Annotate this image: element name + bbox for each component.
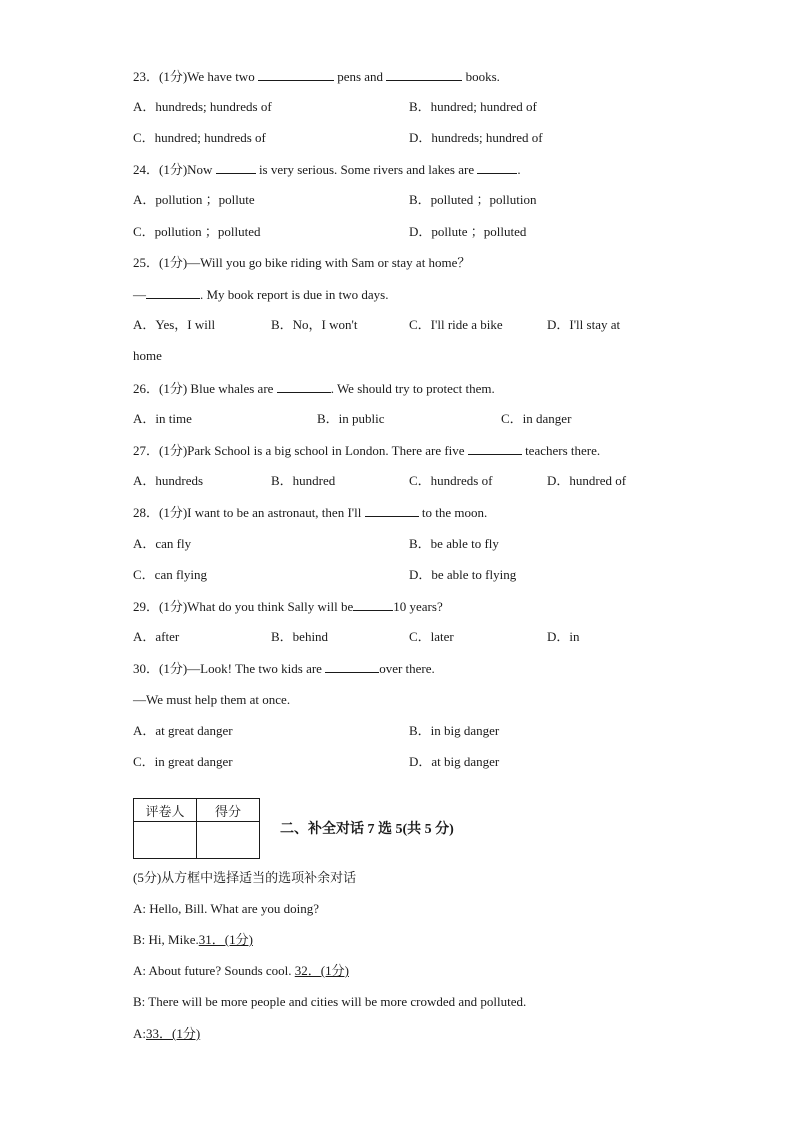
question-text: books. [465, 69, 500, 84]
option-c: C．can flying [133, 567, 208, 582]
option-a: A．Yes，I will [133, 317, 216, 332]
option-d: D．I'll stay at [547, 317, 621, 332]
option-a: A．hundreds; hundreds of [133, 99, 272, 114]
option-d: D．hundreds; hundred of [409, 130, 543, 145]
question-27 [133, 440, 600, 460]
answer-blank [146, 284, 200, 299]
dialog-text: A: [133, 1026, 146, 1041]
dialog-line [133, 961, 349, 981]
question-text: pens and [337, 69, 384, 84]
dialog-line [133, 930, 253, 950]
answer-blank [477, 159, 517, 174]
option-b: B．polluted ；pollution [409, 192, 537, 207]
question-29 [133, 596, 443, 616]
option-c: C．later [409, 629, 454, 644]
question-text: over there. [379, 661, 435, 676]
question-stem: 28．(1分)I want to be an astronaut, then I'll [133, 505, 362, 520]
question-text: . [517, 162, 521, 177]
answer-blank [277, 378, 331, 393]
question-25-line2 [133, 284, 388, 304]
question-text: . My book report is due in two days. [200, 287, 389, 302]
answer-blank [386, 66, 462, 81]
question-30-line2: —We must help them at once. [133, 692, 291, 707]
option-d: D．hundred of [547, 473, 627, 488]
option-b: B．No，I won't [271, 317, 358, 332]
option-c: C．hundreds of [409, 473, 493, 488]
dialog-line [133, 992, 526, 1012]
question-30 [133, 658, 435, 678]
option-b: B．in public [317, 411, 385, 426]
dialog-text: A: Hello, Bill. What are you doing? [133, 901, 320, 916]
answer-blank [216, 159, 256, 174]
option-a: A．pollution ；pollute [133, 192, 255, 207]
option-b: B．hundred; hundred of [409, 99, 537, 114]
question-text: 10 years? [393, 599, 443, 614]
option-c: C．hundred; hundreds of [133, 130, 266, 145]
question-text: — [133, 287, 146, 302]
option-a: A．hundreds [133, 473, 204, 488]
grader-header: 评卷人 [134, 799, 197, 822]
question-24 [133, 159, 521, 179]
question-stem: 30．(1分)—Look! The two kids are [133, 661, 322, 676]
option-b: B．hundred [271, 473, 336, 488]
section-instruction: (5分)从方框中选择适当的选项补余对话 [133, 870, 357, 885]
question-stem: 27．(1分)Park School is a big school in London. There are five [133, 443, 465, 458]
answer-blank [325, 658, 379, 673]
option-a: A．after [133, 629, 180, 644]
answer-blank [353, 596, 393, 611]
question-stem: 29．(1分)What do you think Sally will be [133, 599, 354, 614]
question-text: . We should try to protect them. [330, 381, 495, 396]
option-b: B．in big danger [409, 723, 500, 738]
answer-blank [468, 440, 522, 455]
question-text: is very serious. Some rivers and lakes are [258, 162, 475, 177]
dialog-line [133, 899, 319, 919]
option-c: C．pollution ；polluted [133, 224, 261, 239]
option-a: A．at great danger [133, 723, 233, 738]
question-stem: 25．(1分)—Will you go bike riding with Sam or stay at home？ [133, 255, 471, 270]
option-b: B．behind [271, 629, 329, 644]
option-c: C．I'll ride a bike [409, 317, 503, 332]
question-28 [133, 502, 487, 522]
question-25 [133, 253, 470, 273]
answer-blank [365, 502, 419, 517]
dialog-text: B: Hi, Mike. [133, 932, 199, 947]
question-stem: 23．(1分)We have two [133, 69, 255, 84]
grader-score-table [133, 798, 260, 859]
option-d: D．be able to flying [409, 567, 517, 582]
option-c: C．in great danger [133, 754, 233, 769]
score-cell[interactable] [197, 822, 260, 859]
option-b: B．be able to fly [409, 536, 499, 551]
question-26 [133, 378, 495, 398]
section-title: 二、补全对话 7 选 5(共 5 分) [280, 822, 454, 837]
blank-marker: 32．(1分) [294, 963, 349, 978]
dialog-line [133, 1024, 200, 1044]
score-header: 得分 [197, 799, 260, 822]
option-d-wrap: home [133, 348, 162, 363]
option-c: C．in danger [501, 411, 572, 426]
option-a: A．can fly [133, 536, 192, 551]
option-d: D．pollute ；polluted [409, 224, 527, 239]
question-text: to the moon. [421, 505, 488, 520]
answer-blank [258, 66, 334, 81]
question-stem: 26．(1分) Blue whales are [133, 381, 274, 396]
option-d: D．in [547, 629, 580, 644]
question-23 [133, 66, 500, 86]
grader-cell[interactable] [134, 822, 197, 859]
dialog-text: A: About future? Sounds cool. [133, 963, 295, 978]
blank-marker: 31．(1分) [198, 932, 253, 947]
question-text: teachers there. [525, 443, 601, 458]
question-stem: 24．(1分)Now [133, 162, 213, 177]
blank-marker: 33．(1分) [146, 1026, 201, 1041]
option-a: A．in time [133, 411, 192, 426]
option-d: D．at big danger [409, 754, 500, 769]
dialog-text: B: There will be more people and cities will be more crowded and polluted. [133, 994, 527, 1009]
